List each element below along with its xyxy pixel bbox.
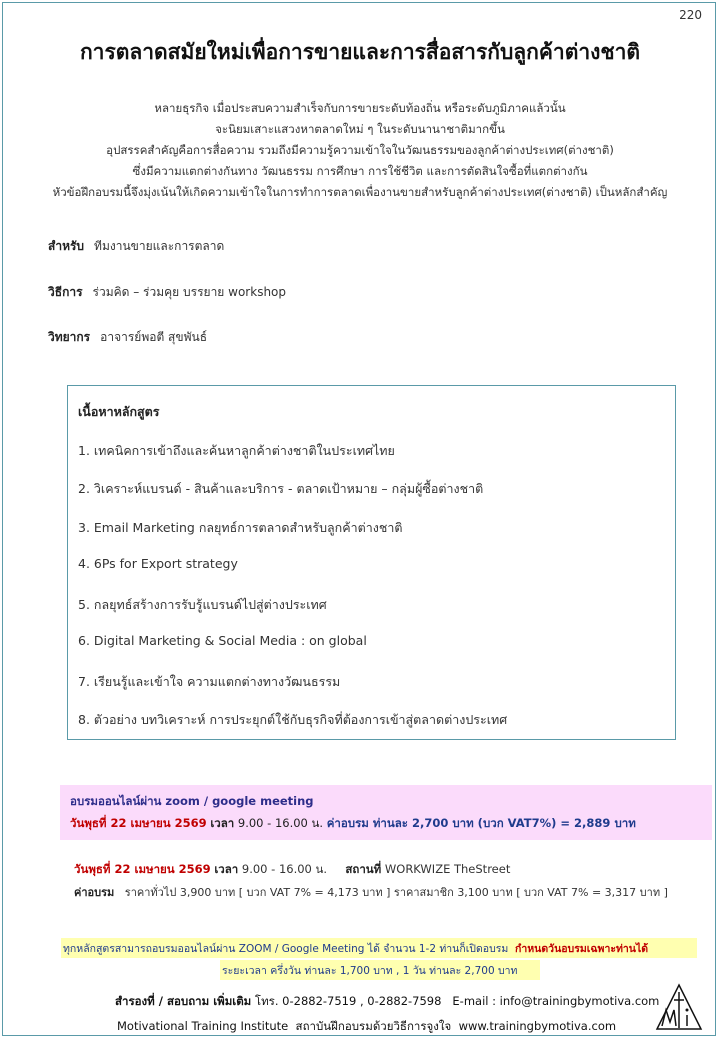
notice-banner [61, 938, 697, 958]
onsite-fee-member-label: ราคาสมาชิก [393, 886, 454, 899]
course-item: 4. 6Ps for Export strategy [78, 556, 238, 571]
speaker-row [48, 328, 207, 347]
intro-line: หลายธุรกิจ เมื่อประสบความสำเร็จกับการขายระดับท้องถิ่น หรือระดับภูมิภาคแล้วนั้น [154, 101, 566, 115]
audience-row [48, 237, 224, 256]
footer-tagline: สถาบันฝึกอบรมด้วยวิธีการจูงใจ [295, 1019, 452, 1033]
onsite-time-label: เวลา [214, 862, 239, 876]
course-item: 6. Digital Marketing & Social Media : on global [78, 633, 367, 648]
footer-org: Motivational Training Institute [117, 1019, 289, 1033]
onsite-venue-label: สถานที่ [345, 862, 382, 876]
intro-paragraph [20, 98, 700, 203]
online-details [70, 815, 636, 833]
intro-line: อุปสรรคสำคัญคือการสื่อความ รวมถึงมีความรู้ความเข้าใจในวัฒนธรรมของลูกค้าต่างประเทศ(ต่างชาติ) [106, 143, 614, 157]
audience-value: ทีมงานขายและการตลาด [94, 239, 225, 253]
page-number: 220 [679, 8, 702, 22]
course-content-title: เนื้อหาหลักสูตร [78, 404, 160, 419]
onsite-fee-row [74, 883, 668, 901]
contact-label: สำรองที่ / สอบถาม เพิ่มเติม [115, 994, 252, 1008]
online-session-panel [60, 785, 712, 840]
onsite-venue: WORKWIZE TheStreet [384, 862, 511, 876]
intro-line: จะนิยมเสาะแสวงหาตลาดใหม่ ๆ ในระดับนานาชาติมากขึ้น [215, 122, 505, 136]
method-value: ร่วมคิด – ร่วมคุย บรรยาย workshop [92, 285, 287, 299]
footer-website: www.trainingbymotiva.com [458, 1019, 617, 1033]
contact-email: E-mail : info@trainingbymotiva.com [452, 994, 660, 1008]
method-row [48, 283, 286, 302]
audience-label: สำหรับ [48, 239, 85, 253]
speaker-label: วิทยากร [48, 330, 91, 344]
speaker-value: อาจารย์พอตี สุขพันธ์ [100, 330, 208, 344]
notice-line2: ระยะเวลา ครึ่งวัน ท่านละ 1,700 บาท , 1 วัน ท่านละ 2,700 บาท [222, 965, 518, 977]
online-time: 9.00 - 16.00 น. [237, 816, 324, 830]
course-item: 5. กลยุทธ์สร้างการรับรู้แบรนด์ไปสู่ต่างประเทศ [78, 597, 327, 612]
page-title: การตลาดสมัยใหม่เพื่อการขายและการสื่อสารกับลูกค้าต่างชาติ [79, 40, 641, 64]
onsite-schedule-row [74, 861, 510, 879]
onsite-time: 9.00 - 16.00 น. [241, 862, 328, 876]
notice-highlight: กำหนดวันอบรมเฉพาะท่านได้ [515, 943, 649, 955]
intro-line: หัวข้อฝึกอบรมนี้จึงมุ่งเน้นให้เกิดความเข้าใจในการทำการตลาดเพื่องานขายสำหรับลูกค้าต่างประเทศ(ต่างชาติ) เป็นหลักสำคัญ [52, 185, 668, 199]
online-time-label: เวลา [210, 816, 235, 830]
onsite-date: วันพุธที่ 22 เมษายน 2569 [74, 862, 211, 876]
method-label: วิธีการ [48, 285, 83, 299]
intro-line: ซึ่งมีความแตกต่างกันทาง วัฒนธรรม การศึกษา การใช้ชีวิต และการตัดสินใจซื้อที่แตกต่างกัน [132, 164, 588, 178]
onsite-fee-member: 3,100 บาท [ บวก VAT 7% = 3,317 บาท ] [457, 886, 668, 899]
course-item: 7. เรียนรู้และเข้าใจ ความแตกต่างทางวัฒนธรรม [78, 674, 341, 689]
online-fee: ค่าอบรม ท่านละ 2,700 บาท (บวก VAT7%) = 2,889 บาท [326, 816, 636, 830]
notice-text: ทุกหลักสูตรสามารถอบรมออนไลน์ผ่าน ZOOM / Google Meeting ได้ จำนวน 1-2 ท่านก็เปิดอบรม [63, 943, 509, 955]
contact-row [115, 993, 659, 1011]
notice-line1 [63, 940, 648, 957]
course-item: 3. Email Marketing กลยุทธ์การตลาดสำหรับลูกค้าต่างชาติ [78, 520, 403, 535]
footer-row [117, 1018, 616, 1036]
online-date: วันพุธที่ 22 เมษายน 2569 [70, 816, 207, 830]
contact-phone: โทร. 0-2882-7519 , 0-2882-7598 [254, 994, 442, 1008]
mti-logo [654, 982, 704, 1032]
course-item: 8. ตัวอย่าง บทวิเคราะห์ การประยุกต์ใช้กับธุรกิจที่ต้องการเข้าสู่ตลาดต่างประเทศ [78, 712, 508, 727]
course-item: 1. เทคนิคการเข้าถึงและค้นหาลูกค้าต่างชาติในประเทศไทย [78, 443, 395, 458]
notice-banner-2 [220, 960, 540, 980]
onsite-fee-label: ค่าอบรม [74, 886, 115, 899]
course-content-box [67, 385, 676, 740]
online-heading: อบรมออนไลน์ผ่าน zoom / google meeting [70, 794, 314, 808]
onsite-fee-general-label: ราคาทั่วไป [124, 886, 177, 899]
onsite-fee-general: 3,900 บาท [ บวก VAT 7% = 4,173 บาท ] [179, 886, 391, 899]
course-item: 2. วิเคราะห์แบรนด์ - สินค้าและบริการ - ตลาดเป้าหมาย – กลุ่มผู้ซื้อต่างชาติ [78, 481, 484, 496]
